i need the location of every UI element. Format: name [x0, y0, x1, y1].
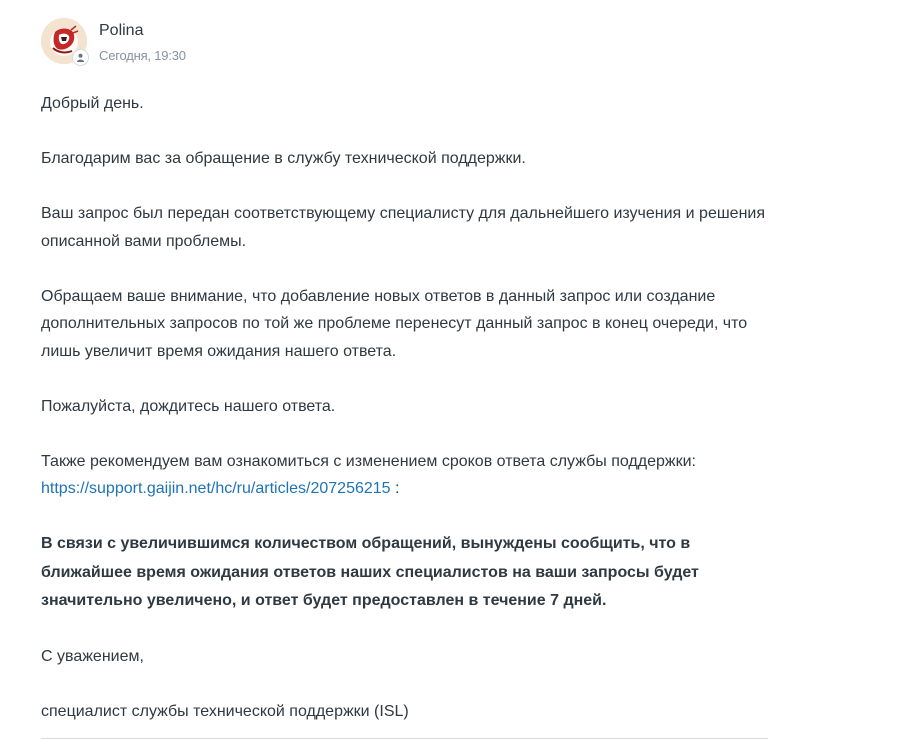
notice-paragraph: Обращаем ваше внимание, что добавление новых ответов в данный запрос или создание дополнительных запросов по той же проблеме перенесут данный запрос в конец очереди, что лишь увеличит время ожидания нашего ответа.	[41, 287, 748, 360]
thanks-paragraph: Благодарим вас за обращение в службу технической поддержки.	[41, 150, 526, 167]
greeting-paragraph: Добрый день.	[41, 95, 144, 112]
recommend-paragraph	[41, 448, 768, 503]
comment-timestamp: Сегодня, 19:30	[99, 48, 186, 63]
signature-paragraph: специалист службы технической поддержки (ISL)	[41, 702, 409, 720]
regards-paragraph: С уважением,	[41, 647, 144, 665]
agent-user-icon	[73, 50, 88, 65]
please-wait-paragraph: Пожалуйста, дождитесь нашего ответа.	[41, 397, 336, 415]
comment-meta	[99, 18, 186, 65]
author-name: Polina	[99, 22, 144, 39]
comment-body	[41, 90, 768, 740]
avatar-wrap	[41, 18, 87, 64]
recommend-text: Также рекомендуем вам ознакомиться с изменением сроков ответа службы поддержки:	[41, 452, 696, 470]
link-suffix: :	[390, 480, 400, 497]
bold-notice-paragraph: В связи с увеличившимся количеством обращений, вынуждены сообщить, что в ближайшее время ожидания ответов наших специалистов на ваши запросы будет значительно увеличено, и ответ будет предоставлен в течение 7 дней.	[41, 535, 699, 609]
comment-divider	[41, 738, 768, 739]
support-article-link[interactable]: https://support.gaijin.net/hc/ru/articles/207256215	[41, 480, 391, 497]
forwarded-paragraph: Ваш запрос был передан соответствующему специалисту для дальнейшего изучения и решения описанной вами проблемы.	[41, 205, 766, 250]
comment	[41, 18, 768, 720]
comment-header	[41, 18, 768, 66]
